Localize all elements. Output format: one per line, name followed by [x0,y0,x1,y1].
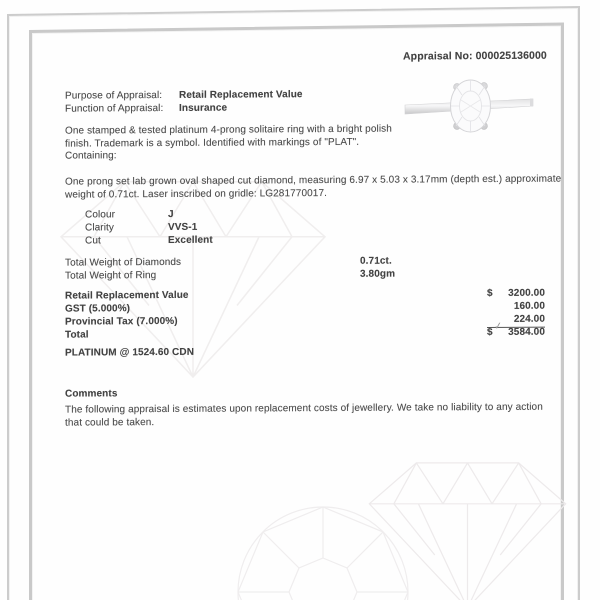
comments-body: The following appraisal is estimates upon replacement costs of jewellery. We take no liability to any action that could be taken. [65,401,543,429]
metal-rate-note: PLATINUM @ 1524.60 CDN [65,346,195,359]
total-label: Total [65,329,89,341]
function-label: Function of Appraisal: [65,102,164,115]
appraisal-number: Appraisal No: 000025136000 [403,49,547,63]
retail-value-label: Retail Replacement Value [65,289,189,302]
diamond-description-paragraph: One prong set lab grown oval shaped cut diamond, measuring 6.97 x 5.03 x 3.17mm (depth est.) approximate weight of 0.71ct. Laser inscribed on gridle: LG281770017. [65,173,562,201]
cut-value: Excellent [168,234,213,246]
spec-row-cut [85,235,213,248]
colour-value: J [168,208,174,220]
spec-row-clarity [85,222,197,235]
purpose-value: Retail Replacement Value [179,89,303,101]
retail-currency: $ [487,287,493,300]
provincial-tax-amount: 224.00 [487,314,545,328]
purpose-label: Purpose of Appraisal: [65,90,163,102]
cut-label: Cut [85,235,101,247]
provincial-tax-label: Provincial Tax (7.000%) [65,315,178,328]
handwritten-tick-mark: ✓ [493,320,504,333]
retail-amount: 3200.00 [508,287,545,299]
ring-description-paragraph: One stamped & tested platinum 4-prong solitaire ring with a bright polish finish. Trademark is a symbol. Identified with markings of "PLAT". Containing: [65,123,392,162]
total-currency: $ [487,326,493,339]
purpose-field [65,89,303,103]
function-value: Insurance [179,102,228,114]
clarity-value: VVS-1 [168,221,198,233]
weight-ring-value: 3.80gm [360,268,396,280]
spec-row-colour [85,209,174,222]
comments-title: Comments [65,388,118,400]
weight-diamonds-value: 0.71ct. [360,255,392,267]
colour-label: Colour [85,209,116,221]
clarity-label: Clarity [85,222,115,234]
weight-diamonds-label: Total Weight of Diamonds [65,256,182,269]
total-amount: 3584.00 [508,326,545,338]
function-field [65,102,227,115]
gst-label: GST (5.000%) [65,303,131,315]
gst-amount: 160.00 [513,300,545,312]
weight-ring-label: Total Weight of Ring [65,270,157,282]
